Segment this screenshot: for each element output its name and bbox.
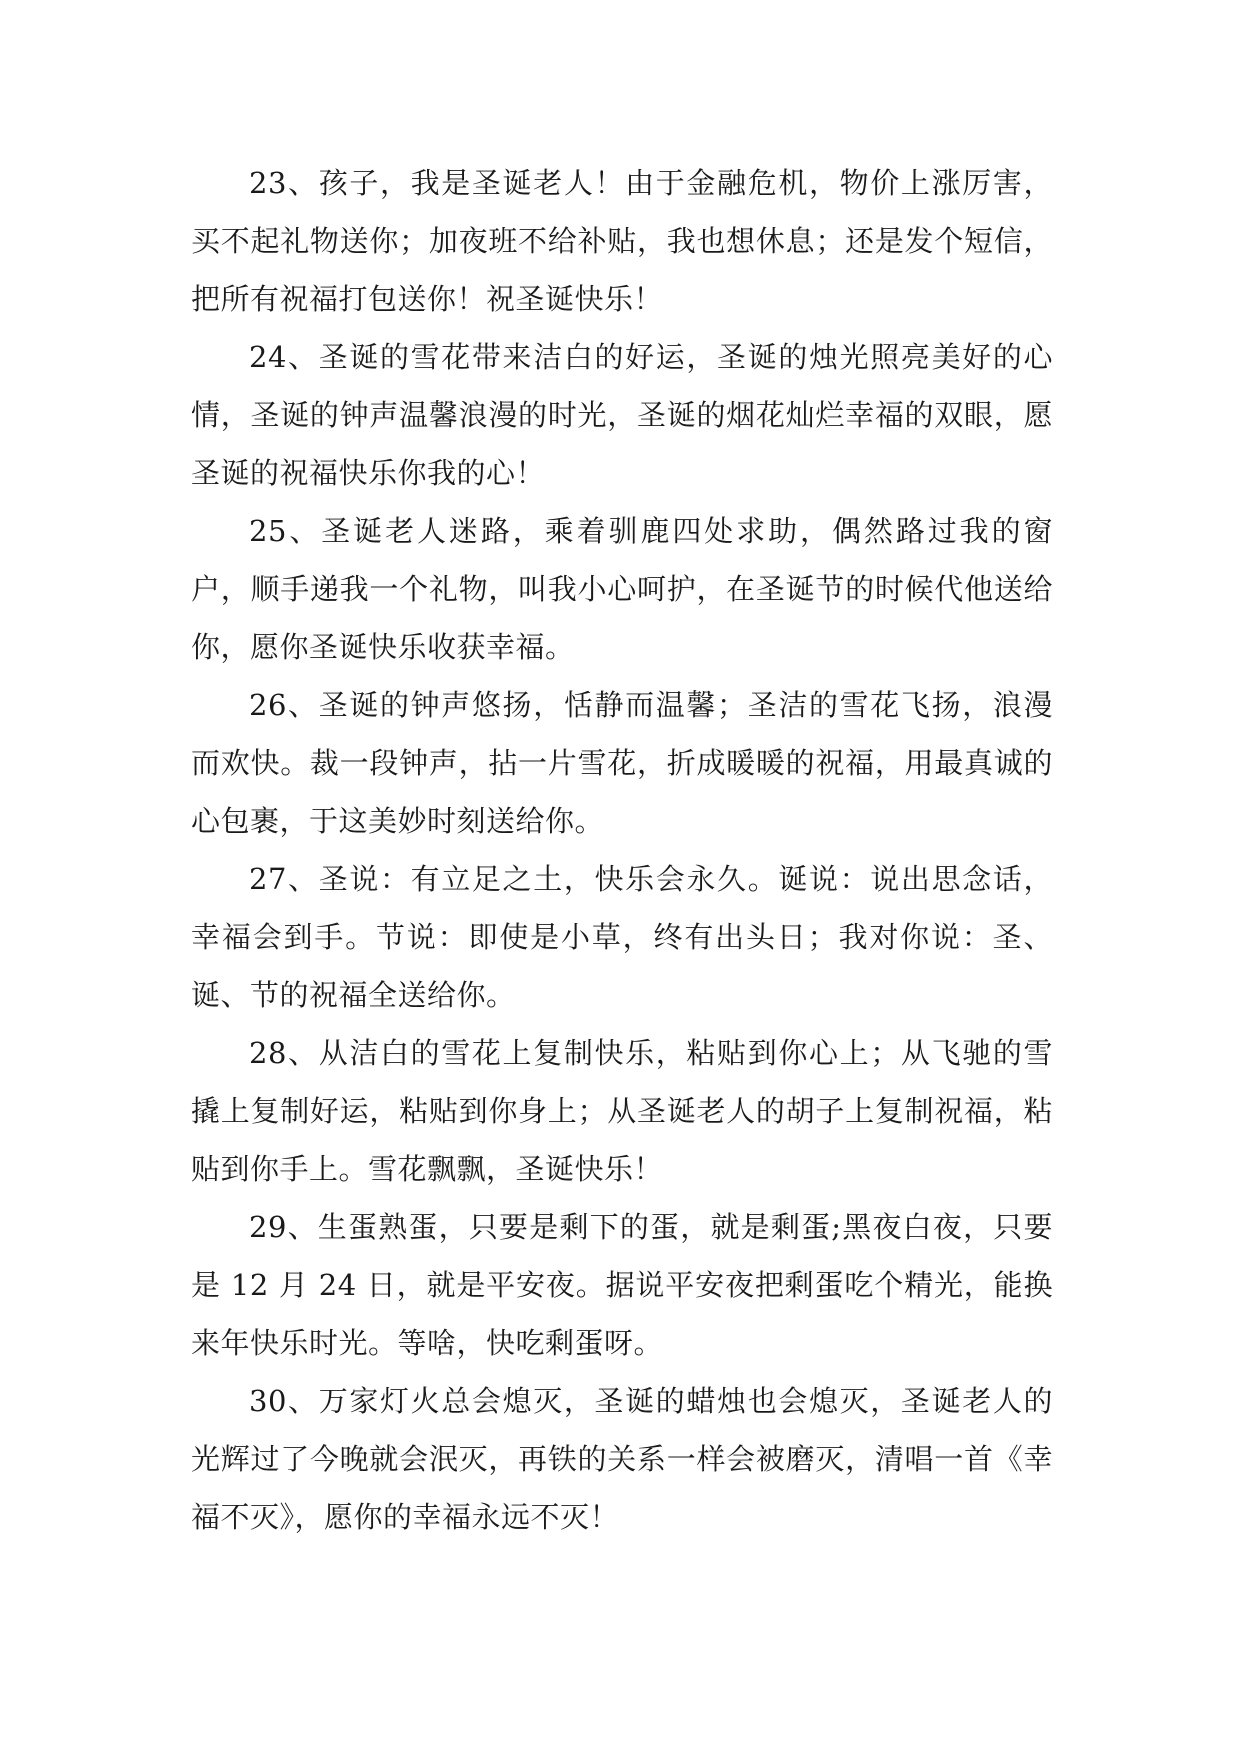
paragraph-30: 30、万家灯火总会熄灭，圣诞的蜡烛也会熄灭，圣诞老人的光辉过了今晚就会泯灭，再铁的关系一样会被磨灭，清唱一首《幸福不灭》，愿你的幸福永远不灭！ (191, 1384, 1053, 1534)
paragraph-26: 26、圣诞的钟声悠扬，恬静而温馨；圣洁的雪花飞扬，浪漫而欢快。裁一段钟声，拈一片雪花，折成暖暖的祝福，用最真诚的心包裹，于这美妙时刻送给你。 (191, 688, 1053, 838)
paragraph-28: 28、从洁白的雪花上复制快乐，粘贴到你心上；从飞驰的雪撬上复制好运，粘贴到你身上；从圣诞老人的胡子上复制祝福，粘贴到你手上。雪花飘飘，圣诞快乐！ (191, 1036, 1053, 1186)
paragraph-27: 27、圣说：有立足之土，快乐会永久。诞说：说出思念话，幸福会到手。节说：即使是小草，终有出头日；我对你说：圣、诞、节的祝福全送给你。 (191, 862, 1053, 1012)
paragraph-23: 23、孩子，我是圣诞老人！由于金融危机，物价上涨厉害，买不起礼物送你；加夜班不给补贴，我也想休息；还是发个短信，把所有祝福打包送你！祝圣诞快乐！ (191, 166, 1053, 316)
paragraph-24: 24、圣诞的雪花带来洁白的好运，圣诞的烛光照亮美好的心情，圣诞的钟声温馨浪漫的时光，圣诞的烟花灿烂幸福的双眼，愿圣诞的祝福快乐你我的心！ (191, 340, 1053, 490)
document-body (191, 154, 1053, 1546)
paragraph-29: 29、生蛋熟蛋，只要是剩下的蛋，就是剩蛋;黑夜白夜，只要是 12 月 24 日，就是平安夜。据说平安夜把剩蛋吃个精光，能换来年快乐时光。等啥，快吃剩蛋呀。 (191, 1210, 1053, 1360)
paragraph-25: 25、圣诞老人迷路，乘着驯鹿四处求助，偶然路过我的窗户，顺手递我一个礼物，叫我小心呵护，在圣诞节的时候代他送给你，愿你圣诞快乐收获幸福。 (191, 514, 1053, 664)
